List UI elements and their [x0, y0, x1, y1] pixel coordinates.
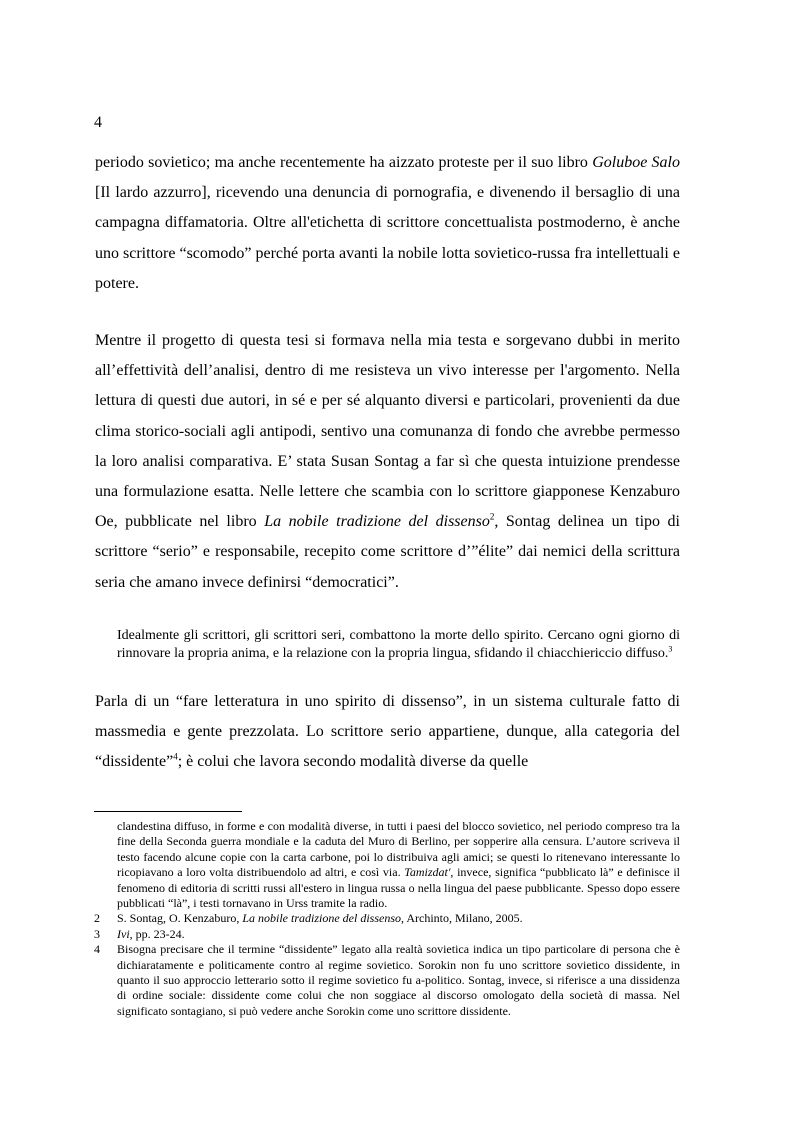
paragraph-3-text-end: ; è colui che lavora secondo modalità diverse da quelle — [177, 753, 529, 771]
footnote-2-text — [117, 911, 680, 926]
footnote-ref-3: 3 — [668, 643, 673, 653]
footnote-3-text — [117, 927, 680, 942]
footnote-3-ivi: Ivi — [117, 926, 130, 941]
term-tamizdat: Tamizdat' — [404, 865, 451, 880]
footnote-3-pages: , pp. 23-24. — [129, 926, 185, 941]
footnote-2 — [94, 911, 680, 926]
footnotes — [94, 819, 680, 1019]
footnote-4-text: Bisogna precisare che il termine “dissidente” legato alla realtà sovietica indica un tipo particolare di persona che è dichiaratamente e politicamente contro al regime sovietico. Sorokin non fu uno scrittore sovietico dissidente, in quanto il suo approccio letterario sotto il regime sovietico fu a-politico. Sontag, invece, si riferisce a una dissidenza di ordine sociale: dissidente come colui che non soggiace al discorso omologato della società di massa. Nel significato sontagiano, si può vedere anche Sorokin come uno scrittore dissidente. — [117, 942, 680, 1018]
block-quote — [117, 627, 680, 662]
footnote-4 — [94, 942, 680, 1019]
paragraph-2 — [95, 326, 680, 598]
footnote-4-number: 4 — [94, 942, 100, 957]
paragraph-3-text-start: Parla di un “fare letteratura in uno spirito di dissenso”, in un sistema culturale fatto di massmedia e gente prezzolata. Lo scrittore serio appartiene, dunque, alla categoria del “dissidente” — [95, 693, 680, 771]
page-number: 4 — [94, 114, 102, 131]
footnote-2-number: 2 — [94, 911, 100, 926]
footnote-continuation-text-start: clandestina diffuso, in forme e con modalità diverse, in tutti i paesi del blocco sovietico, nel periodo compreso tra la fine della Seconda guerra mondiale e la caduta del Muro di Berlino, per sopperire alla censura. L’autore scriveva il testo facendo alcune copie con la carta carbone, poi lo distribuiva agli amici; se questi lo ritenevano interessante lo ricopiavano a loro volta distribuendolo ad altri, e così via. — [117, 819, 680, 880]
paragraph-2-text-start: Mentre il progetto di questa tesi si formava nella mia testa e sorgevano dubbi in merito all’effettività dell’analisi, dentro di me resisteva un vivo interesse per l'argomento. Nella lettura di questi due autori, in sé e per sé alquanto diversi e particolari, provenienti da due clima storico-sociali agli antipodi, sentivo una comunanza di fondo che avrebbe permesso la loro analisi comparativa. E’ stata Susan Sontag a far sì che questa intuizione prendesse una formulazione esatta. Nelle lettere che scambia con lo scrittore giapponese Kenzaburo Oe, pubblicate nel libro — [95, 332, 680, 531]
footnote-2-authors: S. Sontag, O. Kenzaburo, — [117, 911, 243, 926]
footnote-continuation — [94, 819, 680, 911]
footnote-3-number: 3 — [94, 926, 100, 941]
paragraph-2-text-end: , Sontag delinea un tipo di scrittore “serio” e responsabile, recepito come scrittore d’”élite” dai nemici della scrittura seria che amano invece definirsi “democratici”. — [95, 513, 681, 591]
paragraph-1-text-end: [Il lardo azzurro], ricevendo una denuncia di pornografia, e divenendo il bersaglio di una campagna diffamatoria. Oltre all'etichetta di scrittore concettualista postmoderno, è anche uno scrittore “scomodo” perché porta avanti la nobile lotta sovietico-russa fra intellettuali e potere. — [95, 184, 680, 292]
footnote-ref-2: 2 — [489, 511, 495, 522]
book-title-goluboe-salo: Goluboe Salo — [592, 154, 680, 171]
footnote-separator — [94, 811, 242, 812]
paragraph-1 — [95, 148, 680, 299]
footnote-ref-4: 4 — [173, 752, 178, 763]
footnote-2-title: La nobile tradizione del dissenso — [242, 911, 401, 926]
paragraph-3 — [95, 687, 680, 778]
footnote-3 — [94, 927, 680, 942]
book-title-nobile-tradizione: La nobile tradizione del dissenso — [264, 513, 490, 531]
block-quote-text: Idealmente gli scrittori, gli scrittori seri, combattono la morte dello spirito. Cercano ogni giorno di rinnovare la propria anima, e la relazione con la propria lingua, sfidando il chiacchiericcio diffuso. — [117, 628, 680, 661]
footnote-continuation-text-end: , invece, significa “pubblicato là” e definisce il fenomeno di editoria di scritti russi all'estero in lingua russa o nella lingua del paese pubblicante. Spesso dopo essere pubblicati “là”, i testi tornavano in Urss tramite la radio. — [117, 865, 680, 911]
paragraph-1-text-start: periodo sovietico; ma anche recentemente ha aizzato proteste per il suo libro — [95, 154, 593, 171]
footnote-2-publisher: , Archinto, Milano, 2005. — [401, 911, 523, 926]
